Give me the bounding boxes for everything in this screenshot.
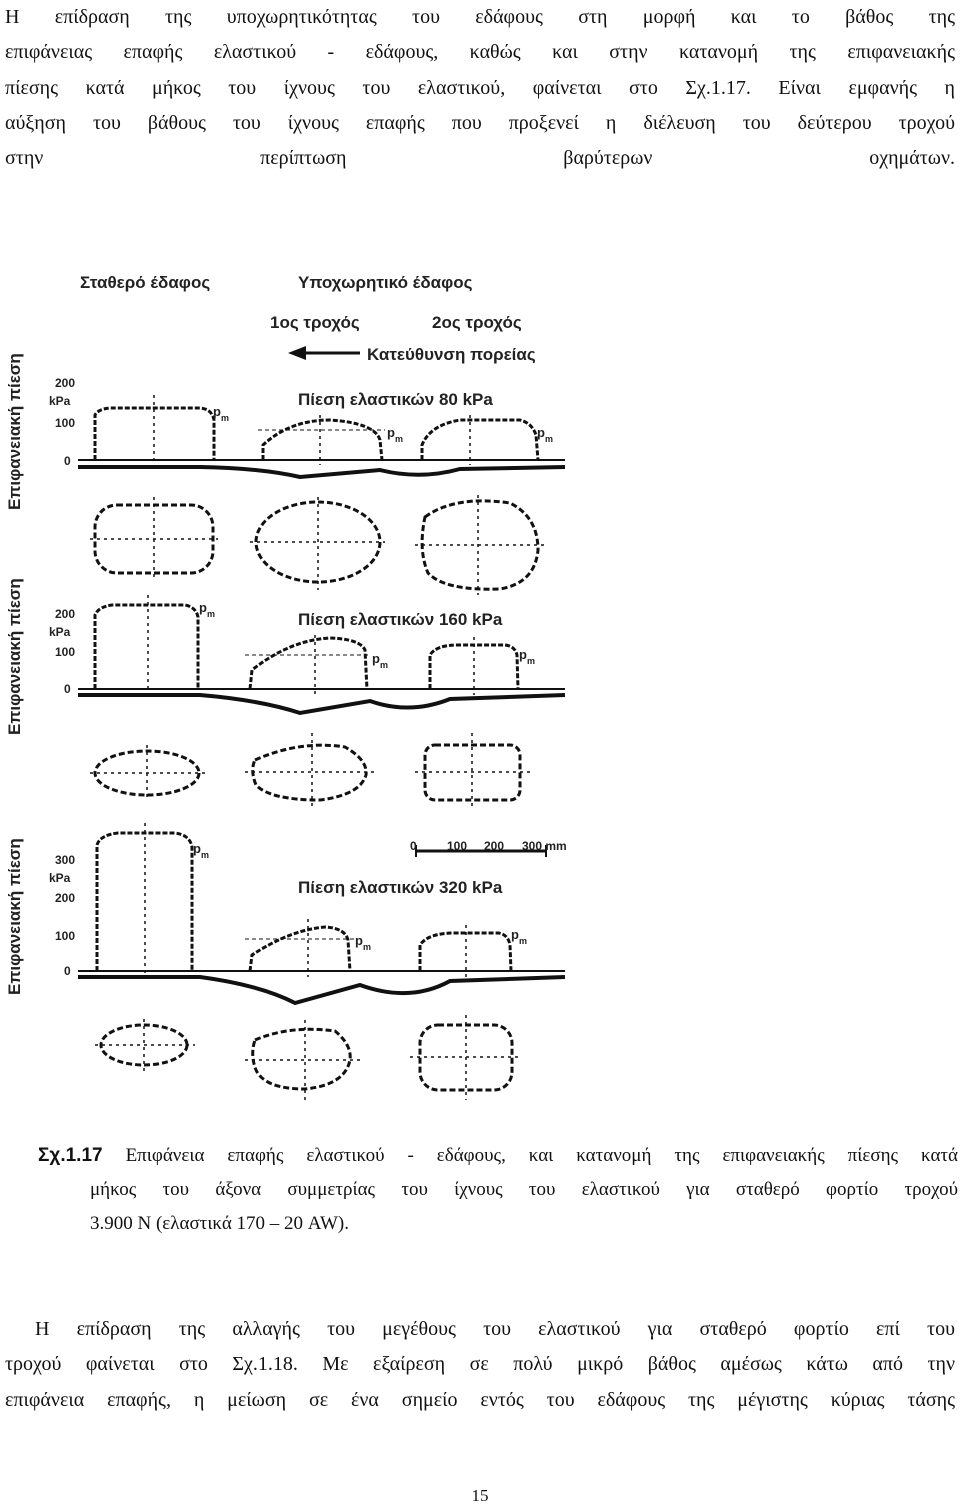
pm-label: $p_m$ [199, 600, 215, 619]
panel-160kpa [5, 578, 565, 807]
caption-number: Σχ.1.17 [38, 1145, 103, 1166]
caption-line: μήκος του άξονα συμμετρίας του ίχνους του ελαστικού για σταθερό φορτίο τροχού [90, 1179, 958, 1200]
scale-bar [410, 839, 567, 857]
unit-label: kPa [49, 871, 71, 885]
direction-arrow-icon [288, 346, 360, 360]
pm-label: $p_m$ [519, 647, 535, 666]
tick-label: 300 [55, 853, 76, 867]
unit-label: kPa [49, 625, 71, 639]
tick-label: 100 [55, 416, 76, 430]
paragraph-line: Η επίδραση της υποχωρητικότητας του εδάφους στη μορφή και το βάθος της [5, 6, 955, 28]
panel-title: Πίεση ελαστικών 80 kPa [298, 390, 493, 409]
wheel1-label: 1ος τροχός [270, 313, 360, 332]
panel-320kpa [5, 823, 565, 1100]
caption-line [38, 1139, 958, 1173]
paragraph-line: επιφάνεια επαφής, η μείωση σε ένα σημείο εντός του εδάφους της μέγιστης κύριας τάσης [5, 1388, 955, 1411]
tick-label: 200 [55, 376, 76, 390]
panel-title: Πίεση ελαστικών 160 kPa [298, 610, 503, 629]
paragraph-line: Η επίδραση της αλλαγής του μεγέθους του ελαστικού για σταθερό φορτίο επί του [35, 1318, 955, 1340]
tick-label: 100 [55, 645, 76, 659]
figure-contact-pressure [0, 255, 960, 1125]
pm-label: $p_m$ [511, 927, 527, 946]
pm-label: $p_m$ [213, 404, 229, 423]
pm-label: $p_m$ [387, 425, 403, 444]
intro-paragraph [5, 0, 955, 176]
caption-text: Επιφάνεια επαφής ελαστικού - εδάφους, και κατανομή της επιφανειακής πίεσης κατά [125, 1145, 958, 1166]
tick-label: 0 [64, 964, 71, 978]
figure-caption [38, 1139, 958, 1241]
wheel2-label: 2ος τροχός [432, 313, 522, 332]
y-axis-label: Επιφανειακή πίεση [5, 838, 24, 995]
direction-label: Κατεύθυνση πορείας [367, 345, 536, 364]
scale-tick: 300 mm [522, 839, 567, 853]
paragraph-line: πίεσης κατά μήκος του ίχνους του ελαστικού, φαίνεται στο Σχ.1.17. Είναι εμφανής η [5, 76, 955, 99]
pm-label: $p_m$ [193, 841, 209, 860]
pm-label: $p_m$ [537, 425, 553, 444]
paragraph-line: στην περίπτωση βαρύτερων οχημάτων. [5, 147, 955, 170]
tick-label: 100 [55, 929, 76, 943]
paragraph-line: τροχού φαίνεται στο Σχ.1.18. Με εξαίρεση σε πολύ μικρό βάθος αμέσως κάτω από την [5, 1353, 955, 1376]
tick-label: 0 [64, 454, 71, 468]
pm-label: $p_m$ [355, 933, 371, 952]
header-soft-soil: Υποχωρητικό έδαφος [298, 273, 473, 292]
panel-title: Πίεση ελαστικών 320 kPa [298, 878, 503, 897]
scale-tick: 0 [410, 839, 417, 853]
body-paragraph [5, 1312, 955, 1418]
paragraph-line: επιφάνειας επαφής ελαστικού - εδάφους, καθώς και στην κατανομή της επιφανειακής [5, 41, 955, 64]
caption-line: 3.900 N (ελαστικά 170 – 20 AW). [90, 1213, 350, 1234]
y-axis-label: Επιφανειακή πίεση [5, 353, 24, 510]
y-axis-label: Επιφανειακή πίεση [5, 578, 24, 735]
tick-label: 200 [55, 607, 76, 621]
unit-label: kPa [49, 394, 71, 408]
tick-label: 0 [64, 682, 71, 696]
header-firm-soil: Σταθερό έδαφος [80, 273, 211, 292]
scale-tick: 200 [484, 839, 505, 853]
panel-80kpa [5, 353, 565, 595]
paragraph-line: αύξηση του βάθους του ίχνους επαφής που προξενεί η διέλευση του δεύτερου τροχού [5, 111, 955, 134]
page-number: 15 [471, 1486, 489, 1505]
pm-label: $p_m$ [372, 651, 388, 670]
scale-tick: 100 [447, 839, 468, 853]
tick-label: 200 [55, 891, 76, 905]
